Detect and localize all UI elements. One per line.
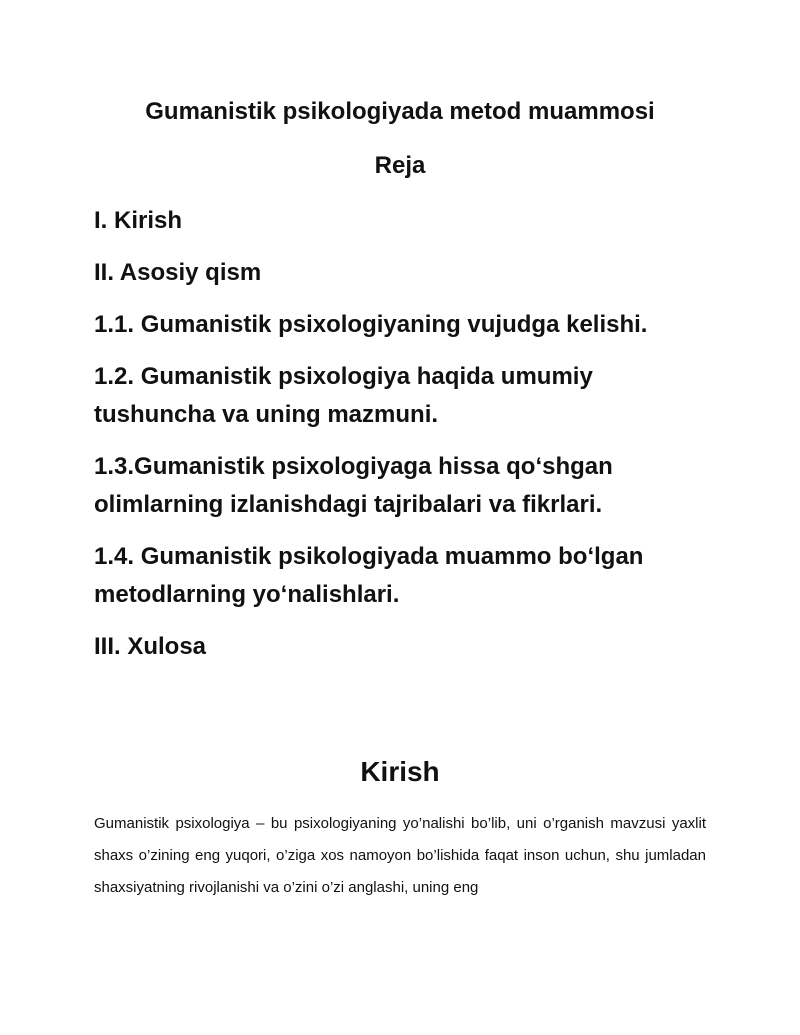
outline-item-1-4: 1.4. Gumanistik psikologiyada muammo bo‘lgan metodlarning yo‘nalishlari. <box>94 543 644 608</box>
outline-item-1-2: 1.2. Gumanistik psixologiya haqida umumiy tushuncha va uning mazmuni. <box>94 363 593 428</box>
outline-item-intro: I. Kirish <box>94 207 183 234</box>
document-title: Gumanistik psikologiyada metod muammosi <box>145 98 655 125</box>
plan-heading: Reja <box>374 152 426 179</box>
outline-item-1-3: 1.3.Gumanistik psixologiyaga hissa qo‘shgan olimlarning izlanishdagi tajribalari va fikrlari. <box>94 453 613 518</box>
outline-item-conclusion: III. Xulosa <box>94 633 207 660</box>
intro-paragraph: Gumanistik psixologiya – bu psixologiyaning yo’nalishi bo’lib, uni o’rganish mavzusi yaxlit shaxs o’zining eng yuqori, o’ziga xos namoyon bo’lishida faqat inson uchun, shu jumladan shaxsiyatning rivojlanishi va o’zini o’zi anglashi, uning eng <box>94 815 706 896</box>
outline-item-main-part: II. Asosiy qism <box>94 259 262 286</box>
outline-item-1-1: 1.1. Gumanistik psixologiyaning vujudga kelishi. <box>94 311 648 338</box>
plan-outline <box>94 202 706 680</box>
section-heading-kirish: Kirish <box>360 756 440 787</box>
